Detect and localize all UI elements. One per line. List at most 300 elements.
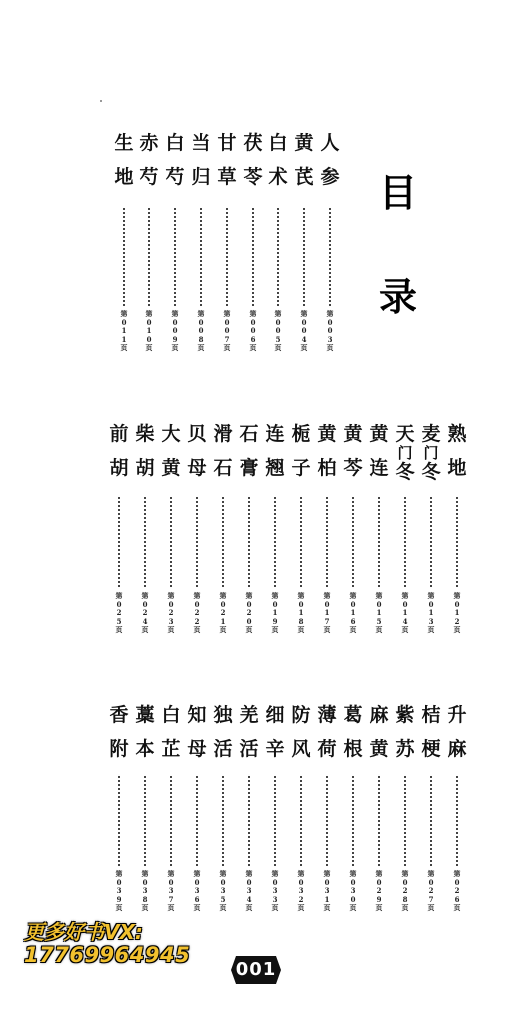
toc-page-ref (420, 592, 442, 635)
toc-entry-name-char: 天 (395, 423, 415, 445)
toc-page-ref-char: 第 (349, 591, 357, 600)
toc-page-ref-char: 0 (402, 599, 408, 609)
toc-page-ref-char: 页 (219, 903, 227, 913)
toc-page-ref-char: 2 (116, 608, 122, 618)
toc-entry-name-char: 门 (397, 444, 413, 462)
toc-page-ref (134, 592, 156, 635)
toc-page-ref-char: 1 (121, 326, 127, 336)
toc-page-ref (293, 310, 315, 353)
toc-page-ref-char: 3 (350, 886, 356, 896)
toc-page-ref-char: 第 (115, 591, 123, 600)
toc-entry-name-char: 滑 (213, 423, 233, 445)
toc-page-ref (212, 870, 234, 913)
toc-leader-dots (252, 208, 254, 306)
toc-page-ref-char: 0 (428, 877, 434, 887)
toc-page-ref-char: 2 (142, 608, 148, 618)
toc-page-ref-char: 3 (272, 886, 278, 896)
toc-page-ref-char: 0 (220, 599, 226, 609)
toc-page-ref-char: 5 (116, 616, 122, 626)
toc-page-ref (242, 310, 264, 353)
toc-entry-name-char: 当 (191, 132, 211, 154)
toc-page-ref-char: 页 (171, 343, 179, 353)
toc-entry-name-char: 翘 (265, 457, 285, 479)
toc-leader-dots (378, 776, 380, 866)
toc-entry-name-char: 芷 (161, 738, 181, 760)
toc-page-ref-char: 0 (376, 877, 382, 887)
toc-page-ref-char: 3 (327, 334, 333, 344)
toc-page-ref-char: 0 (220, 877, 226, 887)
toc-entry-name-char: 黄 (317, 423, 337, 445)
toc-page-ref-char: 3 (142, 886, 148, 896)
toc-entry-name-char: 冬 (421, 461, 441, 483)
toc-entry-name-char: 连 (265, 423, 285, 445)
toc-entry-name-char: 升 (447, 704, 467, 726)
toc-page-ref-char: 0 (272, 877, 278, 887)
toc-page-ref (342, 870, 364, 913)
toc-entry-name-char: 归 (191, 166, 211, 188)
toc-page-ref-char: 第 (427, 591, 435, 600)
toc-page-ref-char: 4 (142, 616, 148, 626)
toc-entry-name-char: 风 (291, 738, 311, 760)
scan-mark (100, 100, 102, 102)
toc-entry-name-char: 黄 (343, 423, 363, 445)
toc-page-ref-char: 页 (375, 625, 383, 635)
toc-page-ref-char: 第 (300, 309, 308, 318)
toc-entry-name-char: 地 (114, 166, 134, 188)
toc-page-ref-char: 3 (116, 886, 122, 896)
toc-page-ref-char: 2 (454, 886, 460, 896)
toc-leader-dots (123, 208, 125, 306)
toc-leader-dots (118, 497, 120, 587)
toc-page-ref-char: 1 (376, 608, 382, 618)
toc-entry-name-char: 冬 (395, 461, 415, 483)
toc-page-ref-char: 3 (246, 886, 252, 896)
toc-page-ref-char: 3 (298, 886, 304, 896)
toc-page-ref-char: 0 (168, 599, 174, 609)
toc-page-ref (186, 592, 208, 635)
toc-page-ref-char: 1 (324, 608, 330, 618)
toc-page-ref-char: 第 (271, 591, 279, 600)
toc-page-ref-char: 2 (454, 616, 460, 626)
toc-entry-name-char: 知 (187, 704, 207, 726)
toc-entry-name-char: 芍 (165, 166, 185, 188)
toc-page-ref-char: 0 (121, 317, 127, 327)
toc-page-ref-char: 1 (121, 334, 127, 344)
toc-page-ref-char: 页 (349, 903, 357, 913)
toc-page-ref-char: 0 (327, 326, 333, 336)
toc-title-char-1: 目 (379, 171, 418, 215)
toc-leader-dots (352, 776, 354, 866)
toc-page-ref-char: 2 (194, 616, 200, 626)
toc-leader-dots (430, 776, 432, 866)
toc-page-ref-char: 0 (168, 877, 174, 887)
toc-entry-name-char: 大 (161, 423, 181, 445)
toc-page-ref-char: 第 (219, 591, 227, 600)
toc-page-ref-char: 第 (145, 309, 153, 318)
toc-page-ref (216, 310, 238, 353)
toc-page-ref-char: 2 (168, 608, 174, 618)
toc-page-ref-char: 第 (167, 591, 175, 600)
toc-page-ref-char: 0 (198, 317, 204, 327)
toc-leader-dots (404, 776, 406, 866)
toc-page-ref-char: 0 (246, 616, 252, 626)
toc-leader-dots (144, 497, 146, 587)
toc-page-ref-char: 2 (298, 894, 304, 904)
toc-leader-dots (300, 776, 302, 866)
toc-page-ref (108, 870, 130, 913)
toc-page-ref-char: 2 (402, 886, 408, 896)
toc-page-ref-char: 页 (115, 903, 123, 913)
toc-leader-dots (329, 208, 331, 306)
toc-page-ref-char: 第 (141, 869, 149, 878)
toc-page-ref-char: 0 (142, 877, 148, 887)
toc-page-ref-char: 页 (297, 903, 305, 913)
toc-page-ref-char: 0 (327, 317, 333, 327)
toc-page-ref-char: 0 (298, 599, 304, 609)
toc-entry-name-char: 本 (135, 738, 155, 760)
toc-page-ref-char: 6 (350, 616, 356, 626)
toc-entry-name-char: 苏 (395, 738, 415, 760)
toc-entry-name-char: 苓 (243, 166, 263, 188)
toc-page-ref-char: 页 (326, 343, 334, 353)
toc-title-char-2: 录 (379, 275, 418, 319)
toc-page-ref-char: 第 (349, 869, 357, 878)
toc-entry-name-char: 门 (423, 444, 439, 462)
toc-page-ref (212, 592, 234, 635)
toc-entry-name-char: 人 (320, 132, 340, 154)
toc-entry-name-char: 熟 (447, 423, 467, 445)
toc-page-ref-char: 8 (198, 334, 204, 344)
toc-leader-dots (144, 776, 146, 866)
toc-page-ref-char: 第 (323, 591, 331, 600)
toc-page-ref-char: 1 (272, 608, 278, 618)
toc-entry-name-char: 芪 (294, 166, 314, 188)
toc-page-ref-char: 页 (401, 903, 409, 913)
toc-page-ref (238, 592, 260, 635)
toc-page-ref-char: 页 (271, 625, 279, 635)
toc-page-ref-char: 0 (194, 599, 200, 609)
toc-page-ref-char: 0 (376, 599, 382, 609)
toc-page-ref-char: 页 (245, 625, 253, 635)
watermark-line-2: 17769964945 (24, 943, 191, 967)
toc-page-ref-char: 0 (428, 599, 434, 609)
toc-page-ref-char: 第 (274, 309, 282, 318)
toc-page-ref (368, 592, 390, 635)
toc-page-ref-char: 0 (142, 599, 148, 609)
toc-page-ref-char: 4 (402, 616, 408, 626)
toc-leader-dots (196, 776, 198, 866)
toc-entry-name-char: 白 (165, 132, 185, 154)
toc-leader-dots (200, 208, 202, 306)
toc-page-ref (113, 310, 135, 353)
toc-entry-name-char: 紫 (395, 704, 415, 726)
toc-leader-dots (326, 776, 328, 866)
toc-leader-dots (378, 497, 380, 587)
toc-entry-name-char: 葛 (343, 704, 363, 726)
toc-page-ref-char: 3 (168, 886, 174, 896)
toc-page-ref-char: 0 (324, 877, 330, 887)
toc-entry-name-char: 防 (291, 704, 311, 726)
toc-entry-name-char: 麦 (421, 423, 441, 445)
toc-page-ref-char: 2 (376, 886, 382, 896)
toc-page-ref-char: 第 (115, 869, 123, 878)
toc-leader-dots (196, 497, 198, 587)
toc-leader-dots (456, 776, 458, 866)
toc-page-ref-char: 0 (454, 599, 460, 609)
toc-page-ref-char: 第 (167, 869, 175, 878)
toc-page-ref (134, 870, 156, 913)
toc-entry-name-char: 白 (161, 704, 181, 726)
toc-page-ref-char: 3 (428, 616, 434, 626)
toc-leader-dots (118, 776, 120, 866)
toc-page-ref-char: 7 (224, 334, 230, 344)
toc-leader-dots (222, 497, 224, 587)
toc-leader-dots (148, 208, 150, 306)
toc-entry-name-char: 石 (239, 423, 259, 445)
toc-leader-dots (300, 497, 302, 587)
toc-entry-name-char: 贝 (187, 423, 207, 445)
toc-page-ref-char: 页 (167, 903, 175, 913)
toc-page-ref-char: 5 (376, 616, 382, 626)
toc-page-ref-char: 0 (402, 877, 408, 887)
toc-page-ref-char: 页 (323, 625, 331, 635)
toc-leader-dots (456, 497, 458, 587)
toc-entry-name-char: 赤 (139, 132, 159, 154)
toc-page-ref-char: 0 (272, 599, 278, 609)
toc-entry-name-char: 柴 (135, 423, 155, 445)
toc-entry-name-char: 荷 (317, 738, 337, 760)
toc-page-ref-char: 第 (323, 869, 331, 878)
toc-entry-name-char: 黄 (369, 738, 389, 760)
toc-page-ref (264, 592, 286, 635)
toc-page-ref-char: 页 (115, 625, 123, 635)
toc-page-ref-char: 页 (453, 903, 461, 913)
toc-page-ref-char: 2 (246, 608, 252, 618)
toc-page-ref (368, 870, 390, 913)
toc-page-ref-char: 1 (454, 608, 460, 618)
page-number (230, 954, 282, 986)
toc-page-ref-char: 9 (116, 894, 122, 904)
toc-entry-name-char: 膏 (239, 457, 259, 479)
toc-entry-name-char: 连 (369, 457, 389, 479)
toc-page-ref-char: 页 (375, 903, 383, 913)
toc-page-ref-char: 6 (454, 894, 460, 904)
toc-page-ref-char: 页 (427, 903, 435, 913)
toc-page-ref-char: 第 (326, 309, 334, 318)
toc-entry-name-char: 白 (268, 132, 288, 154)
toc-page-ref (186, 870, 208, 913)
toc-page-ref-char: 3 (220, 886, 226, 896)
toc-entry-name-char: 独 (213, 704, 233, 726)
toc-page-ref-char: 0 (301, 326, 307, 336)
toc-page-ref-char: 第 (171, 309, 179, 318)
toc-page-ref-char: 第 (453, 591, 461, 600)
toc-page-ref-char: 0 (172, 326, 178, 336)
toc-page-ref-char: 0 (298, 877, 304, 887)
toc-leader-dots (430, 497, 432, 587)
toc-page-ref (164, 310, 186, 353)
toc-entry-name-char: 羌 (239, 704, 259, 726)
toc-page-ref-char: 页 (223, 343, 231, 353)
toc-page-ref-char: 第 (271, 869, 279, 878)
toc-page-ref-char: 页 (401, 625, 409, 635)
toc-page-ref (160, 870, 182, 913)
toc-page-ref-char: 第 (249, 309, 257, 318)
toc-page-ref-char: 0 (350, 877, 356, 887)
toc-page-ref-char: 页 (349, 625, 357, 635)
toc-page-ref (290, 592, 312, 635)
toc-page-ref-char: 3 (272, 894, 278, 904)
toc-entry-name-char: 胡 (109, 457, 129, 479)
toc-page-ref-char: 第 (193, 591, 201, 600)
toc-entry-name-char: 子 (291, 457, 311, 479)
toc-entry-name-char: 芍 (139, 166, 159, 188)
toc-entry-name-char: 梗 (421, 738, 441, 760)
toc-page-ref (290, 870, 312, 913)
toc-entry-name-char: 麻 (369, 704, 389, 726)
toc-page-ref-char: 2 (194, 608, 200, 618)
toc-page-ref-char: 第 (453, 869, 461, 878)
toc-page-ref-char: 第 (427, 869, 435, 878)
toc-entry-name-char: 甘 (217, 132, 237, 154)
toc-page-ref (264, 870, 286, 913)
toc-page-ref (316, 592, 338, 635)
toc-entry-name-char: 辛 (265, 738, 285, 760)
toc-page-ref-char: 页 (167, 625, 175, 635)
toc-entry-name-char: 术 (268, 166, 288, 188)
toc-page-ref-char: 0 (116, 599, 122, 609)
toc-leader-dots (174, 208, 176, 306)
toc-leader-dots (352, 497, 354, 587)
toc-entry-name-char: 茯 (243, 132, 263, 154)
toc-page-ref-char: 第 (197, 309, 205, 318)
toc-leader-dots (222, 776, 224, 866)
toc-page-ref-char: 第 (375, 591, 383, 600)
toc-page-ref-char: 0 (250, 326, 256, 336)
toc-page-ref-char: 0 (275, 326, 281, 336)
toc-page-ref-char: 4 (246, 894, 252, 904)
toc-entry-name-char: 黄 (161, 457, 181, 479)
toc-page-ref-char: 第 (297, 869, 305, 878)
toc-entry-name-char: 藁 (135, 704, 155, 726)
toc-entry-name-char: 地 (447, 457, 467, 479)
toc-leader-dots (274, 497, 276, 587)
toc-entry-name-char: 胡 (135, 457, 155, 479)
toc-page-ref-char: 第 (223, 309, 231, 318)
toc-page-ref-char: 页 (323, 903, 331, 913)
toc-page-ref-char: 0 (224, 326, 230, 336)
toc-page-ref (446, 870, 468, 913)
toc-page-ref-char: 0 (301, 317, 307, 327)
toc-page-ref-char: 0 (275, 317, 281, 327)
toc-page-ref-char: 6 (250, 334, 256, 344)
toc-entry-name-char: 芩 (343, 457, 363, 479)
toc-page-ref-char: 0 (146, 317, 152, 327)
toc-entry-name-char: 活 (213, 738, 233, 760)
toc-page-ref-char: 8 (402, 894, 408, 904)
toc-page-ref-char: 0 (198, 326, 204, 336)
toc-page-ref-char: 0 (350, 599, 356, 609)
toc-page-ref-char: 页 (219, 625, 227, 635)
toc-page-ref-char: 1 (428, 608, 434, 618)
toc-entry-name-char: 石 (213, 457, 233, 479)
toc-page-ref-char: 0 (246, 877, 252, 887)
toc-entry-name-char: 薄 (317, 704, 337, 726)
toc-page-ref-char: 0 (194, 877, 200, 887)
toc-page-ref-char: 0 (116, 877, 122, 887)
toc-leader-dots (248, 776, 250, 866)
toc-page-ref-char: 1 (298, 608, 304, 618)
toc-page-ref-char: 页 (271, 903, 279, 913)
toc-page-ref-char: 4 (301, 334, 307, 344)
toc-page-ref-char: 页 (120, 343, 128, 353)
toc-page-ref-char: 页 (141, 903, 149, 913)
toc-entry-name-char: 桔 (421, 704, 441, 726)
toc-page-ref (160, 592, 182, 635)
toc-entry-name-char: 根 (343, 738, 363, 760)
toc-page-ref-char: 3 (168, 616, 174, 626)
toc-entry-name-char: 黄 (369, 423, 389, 445)
toc-page-ref-char: 第 (297, 591, 305, 600)
toc-page-ref-char: 第 (245, 869, 253, 878)
toc-leader-dots (248, 497, 250, 587)
toc-leader-dots (226, 208, 228, 306)
toc-entry-name-char: 生 (114, 132, 134, 154)
toc-page-ref-char: 0 (454, 877, 460, 887)
toc-page-ref-char: 0 (224, 317, 230, 327)
toc-page-ref-char: 6 (194, 894, 200, 904)
toc-page-ref-char: 9 (272, 616, 278, 626)
toc-entry-name-char: 参 (320, 166, 340, 188)
toc-entry-name-char: 母 (187, 457, 207, 479)
toc-page-ref-char: 0 (324, 599, 330, 609)
toc-leader-dots (170, 776, 172, 866)
toc-entry-name-char: 草 (217, 166, 237, 188)
toc-entry-name-char: 黄 (294, 132, 314, 154)
toc-page-ref-char: 页 (141, 625, 149, 635)
toc-entry-name-char: 前 (109, 423, 129, 445)
toc-page-ref-char: 5 (275, 334, 281, 344)
toc-page-ref-char: 9 (376, 894, 382, 904)
toc-page-ref-char: 页 (453, 625, 461, 635)
toc-page-ref-char: 1 (220, 616, 226, 626)
toc-leader-dots (326, 497, 328, 587)
toc-leader-dots (170, 497, 172, 587)
toc-page-ref-char: 第 (401, 591, 409, 600)
toc-page-ref-char: 3 (194, 886, 200, 896)
page-number-text: 001 (235, 959, 277, 980)
toc-entry-name-char: 香 (109, 704, 129, 726)
toc-page-ref (138, 310, 160, 353)
toc-page-ref (394, 592, 416, 635)
toc-page-ref (342, 592, 364, 635)
toc-page-ref-char: 5 (220, 894, 226, 904)
toc-page-ref-char: 第 (193, 869, 201, 878)
toc-page-ref-char: 第 (120, 309, 128, 318)
toc-page-ref-char: 8 (142, 894, 148, 904)
toc-page-ref (190, 310, 212, 353)
toc-leader-dots (277, 208, 279, 306)
toc-page-ref-char: 2 (428, 886, 434, 896)
toc-page-ref (108, 592, 130, 635)
toc-leader-dots (303, 208, 305, 306)
toc-entry-name-char: 麻 (447, 738, 467, 760)
toc-page-ref-char: 0 (146, 334, 152, 344)
toc-entry-name-char: 母 (187, 738, 207, 760)
toc-page-ref-char: 0 (246, 599, 252, 609)
toc-page-ref-char: 页 (274, 343, 282, 353)
toc-entry-name-char: 活 (239, 738, 259, 760)
